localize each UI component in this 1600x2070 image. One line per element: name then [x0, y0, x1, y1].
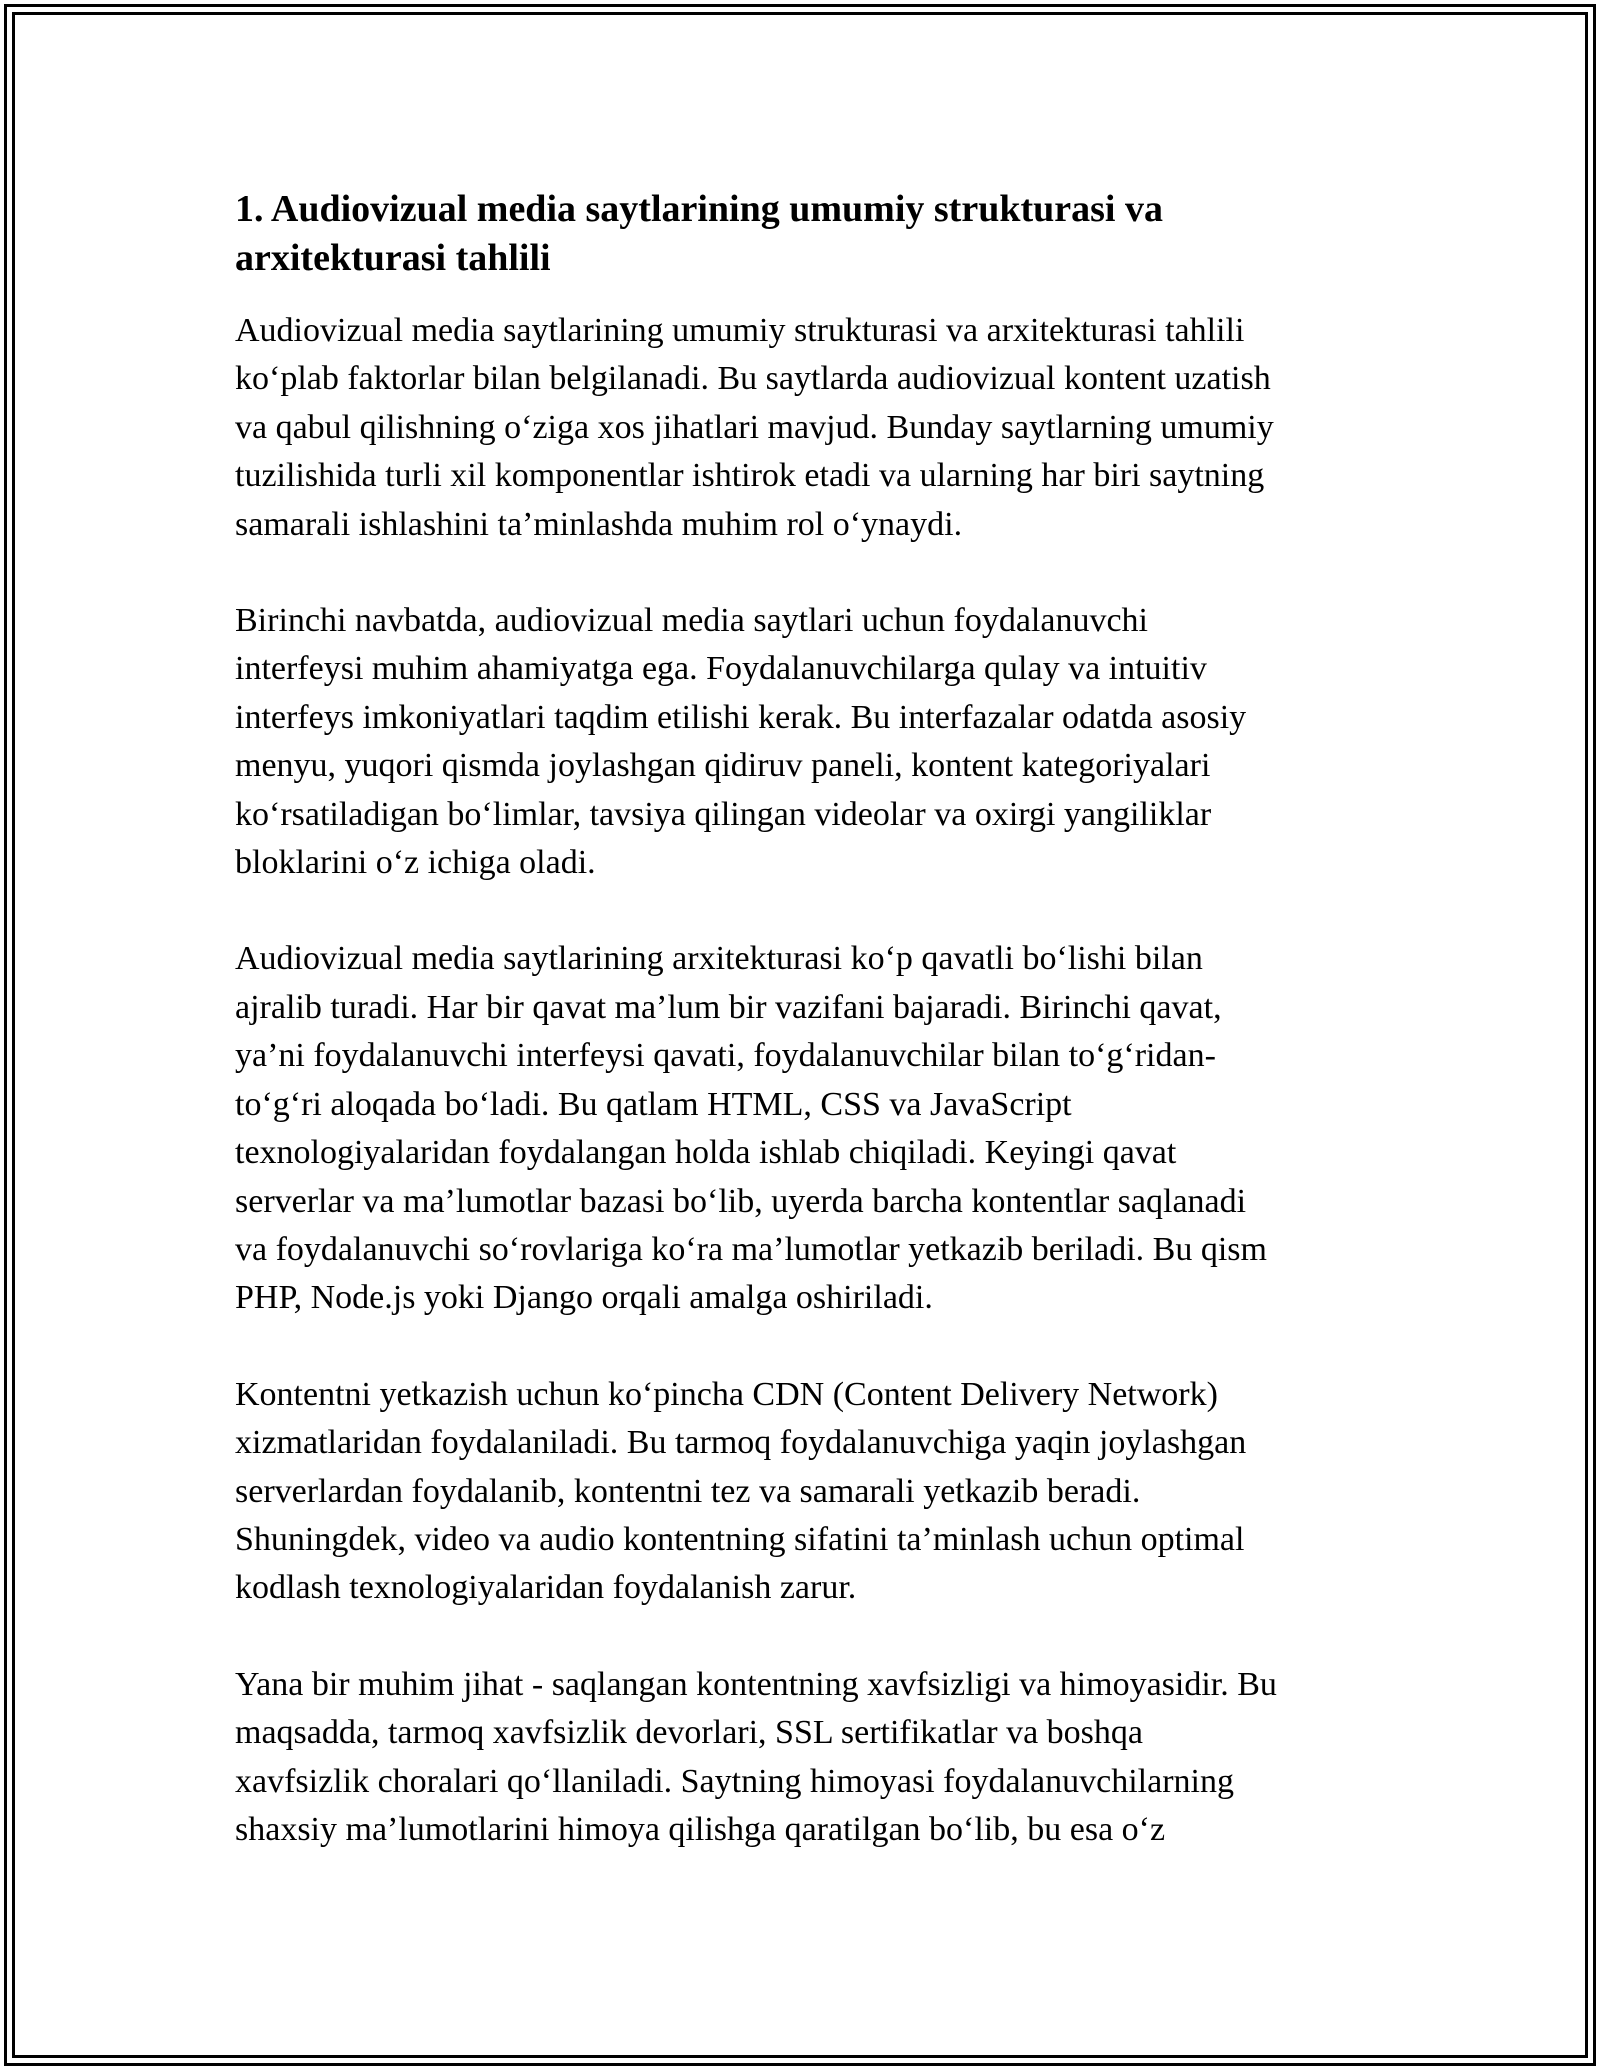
- paragraph-4: [235, 1371, 1375, 1613]
- section-heading: [235, 185, 1375, 283]
- text-line: xavfsizlik choralari qo‘llaniladi. Saytning himoyasi foydalanuvchilarning: [235, 1762, 1234, 1800]
- text-line: serverlar va ma’lumotlar bazasi bo‘lib, uyerda barcha kontentlar saqlanadi: [235, 1182, 1247, 1220]
- document-content: [235, 185, 1375, 1902]
- paragraph-1: [235, 307, 1375, 549]
- text-line: interfeys imkoniyatlari taqdim etilishi kerak. Bu interfazalar odatda asosiy: [235, 698, 1247, 736]
- text-line: Shuningdek, video va audio kontentning sifatini ta’minlash uchun optimal: [235, 1520, 1245, 1558]
- text-line: kodlash texnologiyalaridan foydalanish zarur.: [235, 1569, 857, 1607]
- text-line: samarali ishlashini ta’minlashda muhim rol o‘ynaydi.: [235, 505, 963, 543]
- text-line: shaxsiy ma’lumotlarini himoya qilishga qaratilgan bo‘lib, bu esa o‘z: [235, 1810, 1166, 1848]
- text-line: ko‘plab faktorlar bilan belgilanadi. Bu saytlarda audiovizual kontent uzatish: [235, 360, 1271, 398]
- text-line: menyu, yuqori qismda joylashgan qidiruv paneli, kontent kategoriyalari: [235, 747, 1211, 785]
- heading-line: 1. Audiovizual media saytlarining umumiy strukturasi va: [235, 188, 1163, 230]
- text-line: va qabul qilishning o‘ziga xos jihatlari mavjud. Bunday saytlarning umumiy: [235, 408, 1274, 446]
- paragraph-5: [235, 1661, 1375, 1855]
- text-line: Birinchi navbatda, audiovizual media saytlari uchun foydalanuvchi: [235, 602, 1148, 640]
- heading-line: arxitekturasi tahlili: [235, 237, 551, 279]
- text-line: interfeysi muhim ahamiyatga ega. Foydalanuvchilarga qulay va intuitiv: [235, 650, 1207, 688]
- text-line: ko‘rsatiladigan bo‘limlar, tavsiya qilingan videolar va oxirgi yangiliklar: [235, 795, 1212, 833]
- text-line: serverlardan foydalanib, kontentni tez va samarali yetkazib beradi.: [235, 1472, 1141, 1510]
- text-line: Yana bir muhim jihat - saqlangan kontentning xavfsizligi va himoyasidir. Bu: [235, 1665, 1277, 1703]
- text-line: xizmatlaridan foydalaniladi. Bu tarmoq foydalanuvchiga yaqin joylashgan: [235, 1424, 1247, 1462]
- text-line: Audiovizual media saytlarining umumiy strukturasi va arxitekturasi tahlili: [235, 312, 1245, 349]
- text-line: maqsadda, tarmoq xavfsizlik devorlari, SSL sertifikatlar va boshqa: [235, 1714, 1143, 1752]
- paragraph-3: [235, 935, 1375, 1322]
- text-line: ajralib turadi. Har bir qavat ma’lum bir vazifani bajaradi. Birinchi qavat,: [235, 988, 1222, 1026]
- paragraph-2: [235, 597, 1375, 887]
- text-line: va foydalanuvchi so‘rovlariga ko‘ra ma’lumotlar yetkazib beriladi. Bu qism: [235, 1230, 1267, 1268]
- text-line: to‘g‘ri aloqada bo‘ladi. Bu qatlam HTML, CSS va JavaScript: [235, 1085, 1072, 1123]
- text-line: tuzilishida turli xil komponentlar ishtirok etadi va ularning har biri saytning: [235, 457, 1265, 495]
- text-line: Kontentni yetkazish uchun ko‘pincha CDN (Content Delivery Network): [235, 1375, 1218, 1413]
- text-line: Audiovizual media saytlarining arxitekturasi ko‘p qavatli bo‘lishi bilan: [235, 940, 1203, 978]
- text-line: PHP, Node.js yoki Django orqali amalga oshiriladi.: [235, 1279, 933, 1317]
- text-line: bloklarini o‘z ichiga oladi.: [235, 844, 596, 882]
- text-line: texnologiyalaridan foydalangan holda ishlab chiqiladi. Keyingi qavat: [235, 1134, 1177, 1172]
- text-line: ya’ni foydalanuvchi interfeysi qavati, foydalanuvchilar bilan to‘g‘ridan-: [235, 1037, 1216, 1075]
